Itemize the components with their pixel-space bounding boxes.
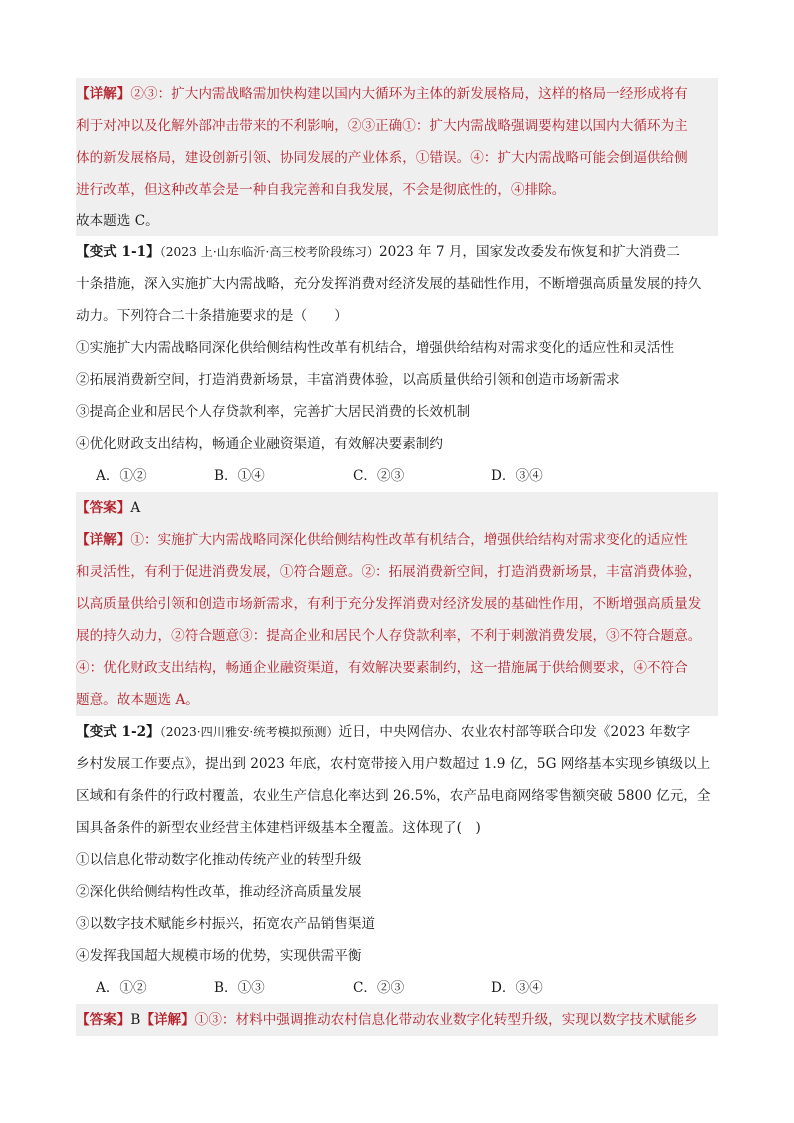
- statement-item: ②深化供给侧结构性改革，推动经济高质量发展: [76, 884, 362, 900]
- answer-options: [76, 460, 718, 492]
- question-label: 【变式 1-2】: [76, 724, 160, 740]
- question-stem-line: 国具备条件的新型农业经营主体建档评级基本全覆盖。这体现了( ): [76, 820, 481, 836]
- detail-line: 以高质量供给引领和创造市场新需求，有利于充分发挥消费对经济发展的基础性作用，不断增强高质量发: [76, 596, 702, 612]
- answer-value: B: [130, 1012, 141, 1028]
- option-a: A．①②: [96, 468, 147, 484]
- statement-item: ④优化财政支出结构，畅通企业融资渠道，有效解决要素制约: [76, 436, 444, 452]
- detail-line: ①③：材料中强调推动农村信息化带动农业数字化转型升级，实现以数字技术赋能乡: [194, 1012, 698, 1028]
- detail-label: 【详解】: [76, 532, 131, 548]
- answer-label: 【答案】: [76, 500, 131, 516]
- question-1-1: [76, 236, 718, 492]
- statement-item: ①实施扩大内需战略同深化供给侧结构性改革有机结合，增强供给结构对需求变化的适应性和灵活性: [76, 340, 675, 356]
- option-b: B．①④: [214, 468, 265, 484]
- option-d: D．③④: [491, 468, 543, 484]
- detail-line: 【详解】②③：扩大内需战略需加快构建以国内大循环为主体的新发展格局，这样的格局一经形成将有: [76, 86, 688, 102]
- question-source: （2023·四川雅安·统考模拟预测）: [159, 725, 339, 739]
- option-c: C．②③: [353, 980, 405, 996]
- question-stem-line: 乡村发展工作要点》，提出到 2023 年底，农村宽带接入用户数超过 1.9 亿，5G 网络基本实现乡镇级以上: [76, 756, 711, 772]
- detail-line: ④：优化财政支出结构，畅通企业融资渠道，有效解决要素制约，这一措施属于供给侧要求，④不符合: [76, 660, 688, 676]
- question-label: 【变式 1-1】: [76, 244, 160, 260]
- answer-line: [76, 1004, 718, 1036]
- option-a: A．①②: [96, 980, 147, 996]
- option-d: D．③④: [491, 980, 543, 996]
- question-stem-line: 十条措施，深入实施扩大内需战略，充分发挥消费对经济发展的基础性作用，不断增强高质量发展的持久: [76, 276, 702, 292]
- statement-item: ③以数字技术赋能乡村振兴，拓宽农产品销售渠道: [76, 916, 376, 932]
- detail-label: 【详解】: [76, 86, 131, 102]
- detail-line: 体的新发展格局，建设创新引领、协同发展的产业体系，①错误。④：扩大内需战略可能会倒逼供给侧: [76, 150, 688, 166]
- statement-item: ①以信息化带动数字化推动传统产业的转型升级: [76, 852, 362, 868]
- detail-line: 展的持久动力，②符合题意③：提高企业和居民个人存贷款利率，不利于刺激消费发展，③不符合题意。: [76, 628, 702, 644]
- question-source: （2023 上·山东临沂·高三校考阶段练习）: [159, 245, 380, 259]
- detail-line: 【详解】①：实施扩大内需战略同深化供给侧结构性改革有机结合，增强供给结构对需求变化的适应性: [76, 532, 688, 548]
- q2-solution-block: [76, 1004, 718, 1036]
- statement-item: ④发挥我国超大规模市场的优势，实现供需平衡: [76, 948, 362, 964]
- question-1-2: [76, 716, 718, 1004]
- answer-label: 【答案】: [76, 1012, 131, 1028]
- detail-line: 利于对冲以及化解外部冲击带来的不利影响，②③正确①：扩大内需战略强调要构建以国内大循环为主: [76, 118, 688, 134]
- question-stem-line: 【变式 1-2】（2023·四川雅安·统考模拟预测）近日，中央网信办、农业农村部等联合印发《2023 年数字: [76, 724, 691, 740]
- detail-line: 和灵活性，有利于促进消费发展，①符合题意。②：拓展消费新空间，打造消费新场景，丰富消费体验，: [76, 564, 702, 580]
- option-b: B．①③: [214, 980, 265, 996]
- q1-solution-block: [76, 492, 718, 716]
- detail-line: 进行改革，但这种改革会是一种自我完善和自我发展，不会是彻底性的，④排除。: [76, 182, 566, 198]
- statement-item: ③提高企业和居民个人存贷款利率，完善扩大居民消费的长效机制: [76, 404, 471, 420]
- question-stem-line: 【变式 1-1】（2023 上·山东临沂·高三校考阶段练习）2023 年 7 月，国家发改委发布恢复和扩大消费二: [76, 244, 680, 260]
- statement-item: ②拓展消费新空间，打造消费新场景，丰富消费体验，以高质量供给引领和创造市场新需求: [76, 372, 620, 388]
- detail-label: 【详解】: [140, 1012, 195, 1028]
- answer-line: [76, 492, 718, 524]
- question-stem-line: 动力。下列符合二十条措施要求的是（ ）: [76, 308, 348, 324]
- detail-line: 题意。故本题选 A。: [76, 692, 199, 708]
- question-stem-line: 区域和有条件的行政村覆盖，农业生产信息化率达到 26.5%，农产品电商网络零售额突破 5800 亿元，全: [76, 788, 711, 804]
- answer-value: A: [130, 500, 141, 516]
- option-c: C．②③: [353, 468, 405, 484]
- conclusion-line: 故本题选 C。: [76, 213, 159, 229]
- prev-detail-block: [76, 78, 718, 236]
- answer-options: [76, 972, 718, 1004]
